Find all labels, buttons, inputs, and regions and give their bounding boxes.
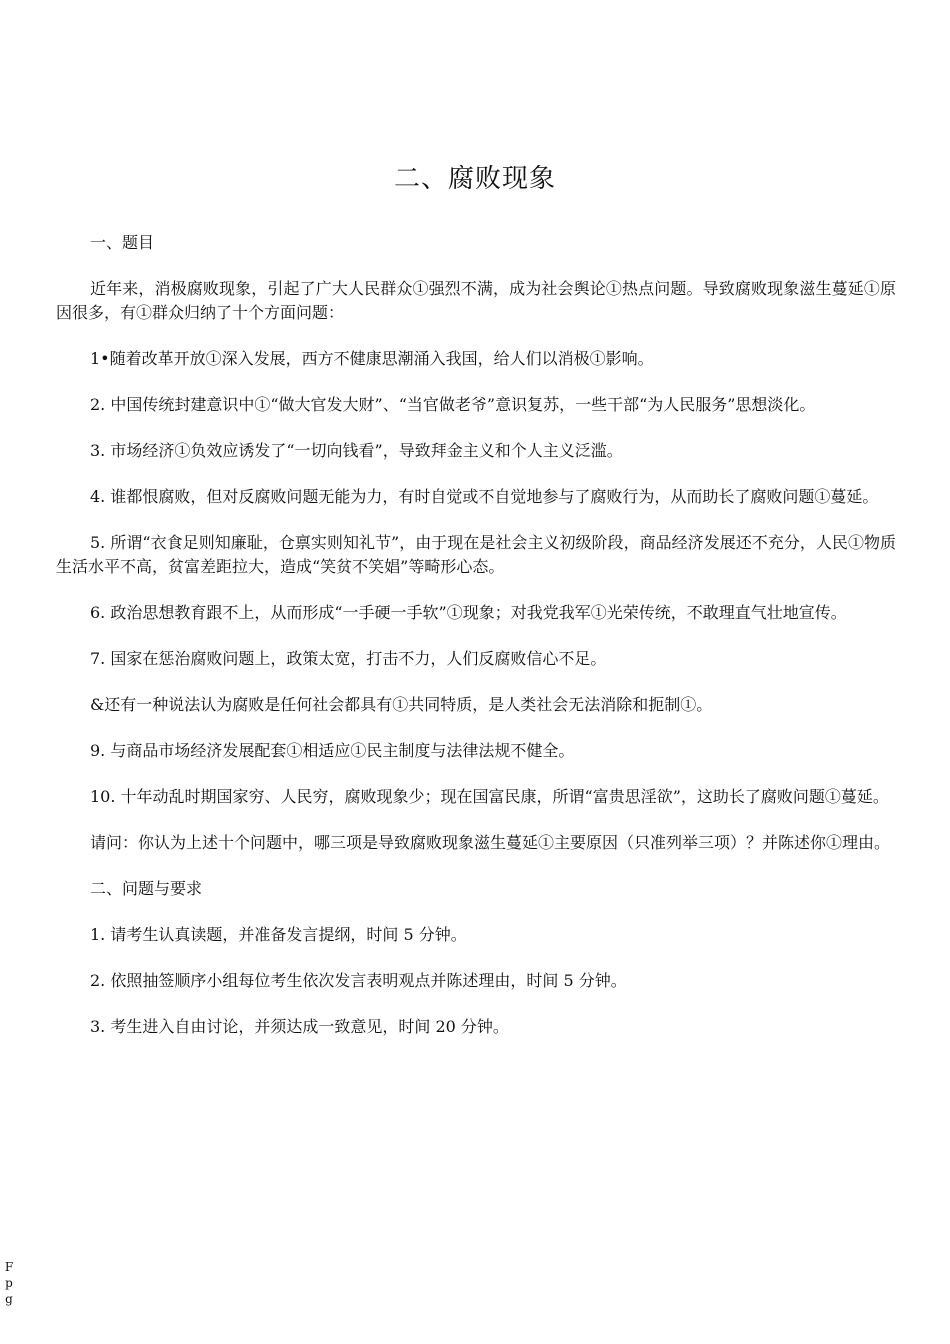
list-item-3: 3. 市场经济①负效应诱发了“一切向钱看”，导致拜金主义和个人主义泛滥。 bbox=[90, 441, 623, 460]
intro-paragraph: 近年来，消极腐败现象，引起了广大人民群众①强烈不满，成为社会舆论①热点问题。导致腐败现象滋生蔓延①原因很多，有①群众归纳了十个方面问题： bbox=[56, 279, 896, 322]
list-item-9: 9. 与商品市场经济发展配套①相适应①民主制度与法律法规不健全。 bbox=[90, 741, 575, 760]
list-item-1: 1•随着改革开放①深入发展，西方不健康思潮涌入我国，给人们以消极①影响。 bbox=[90, 349, 654, 368]
requirement-item-2: 2. 依照抽签顺序小组每位考生依次发言表明观点并陈述理由，时间 5 分钟。 bbox=[90, 971, 627, 990]
list-item-8: &还有一种说法认为腐败是任何社会都具有①共同特质，是人类社会无法消除和扼制①。 bbox=[90, 695, 713, 714]
page-title: 二、腐败现象 bbox=[393, 164, 556, 194]
margin-mark: g bbox=[5, 1292, 13, 1306]
margin-mark: p bbox=[5, 1276, 13, 1290]
margin-marks bbox=[3, 1259, 15, 1307]
question-paragraph: 请问：你认为上述十个问题中，哪三项是导致腐败现象滋生蔓延①主要原因（只准列举三项）？并陈述你①理由。 bbox=[90, 833, 891, 852]
requirement-item-3: 3. 考生进入自由讨论，并须达成一致意见，时间 20 分钟。 bbox=[90, 1017, 509, 1036]
list-item-10: 10. 十年动乱时期国家穷、人民穷，腐败现象少；现在国富民康，所谓“富贵思淫欲”，这助长了腐败问题①蔓延。 bbox=[90, 787, 889, 806]
margin-mark: F bbox=[4, 1260, 14, 1274]
list-item-4: 4. 谁都恨腐败，但对反腐败问题无能为力，有时自觉或不自觉地参与了腐败行为，从而助长了腐败问题①蔓延。 bbox=[90, 487, 879, 506]
document-body bbox=[56, 231, 896, 1039]
list-item-6: 6. 政治思想教育跟不上，从而形成“一手硬一手软”①现象；对我党我军①光荣传统，不敢理直气壮地宣传。 bbox=[90, 603, 847, 622]
section-heading-topic: 一、题目 bbox=[90, 233, 155, 252]
list-item-5: 5. 所谓“衣食足则知廉耻，仓禀实则知礼节”，由于现在是社会主义初级阶段，商品经济发展还不充分，人民①物质生活水平不高，贫富差距拉大，造成“笑贫不笑娼”等畸形心态。 bbox=[56, 533, 896, 576]
list-item-7: 7. 国家在惩治腐败问题上，政策太宽，打击不力，人们反腐败信心不足。 bbox=[90, 649, 607, 668]
requirement-item-1: 1. 请考生认真读题，并准备发言提纲，时间 5 分钟。 bbox=[90, 925, 467, 944]
section-heading-requirements: 二、问题与要求 bbox=[90, 879, 203, 898]
list-item-2: 2. 中国传统封建意识中①“做大官发大财”、“当官做老爷”意识复苏，一些干部“为人民服务”思想淡化。 bbox=[90, 395, 816, 414]
